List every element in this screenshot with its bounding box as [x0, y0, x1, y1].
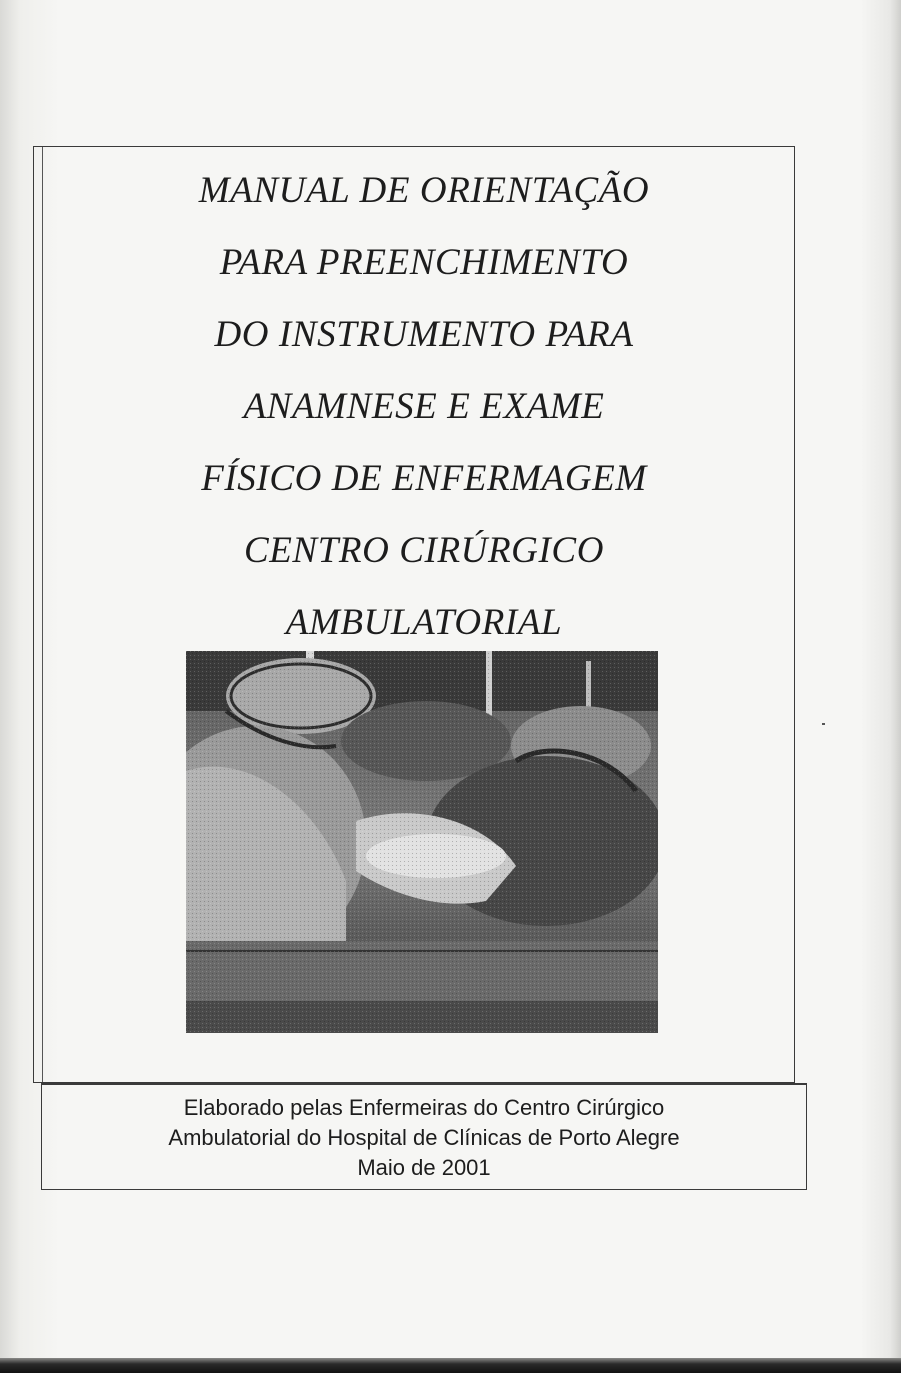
footer-credits — [41, 1083, 807, 1190]
footer-line-3: Maio de 2001 — [357, 1155, 491, 1180]
title-line-7: AMBULATORIAL — [285, 602, 563, 643]
footer-line-1: Elaborado pelas Enfermeiras do Centro Cirúrgico — [183, 1095, 665, 1120]
title-line-4: ANAMNESE E EXAME — [243, 386, 605, 427]
title-line-2: PARA PREENCHIMENTO — [219, 242, 629, 283]
surgery-photo-graphic — [186, 651, 658, 1033]
footer-line-2: Ambulatorial do Hospital de Clínicas de Porto Alegre — [168, 1125, 680, 1150]
title-line-1: MANUAL DE ORIENTAÇÃO — [198, 170, 650, 211]
scan-bottom-edge — [0, 1358, 901, 1373]
title-line-5: FÍSICO DE ENFERMAGEM — [201, 458, 647, 499]
surgery-photo — [186, 651, 658, 1033]
title-line-6: CENTRO CIRÚRGICO — [243, 530, 605, 571]
scan-speck — [822, 723, 825, 725]
document-title — [34, 155, 814, 659]
title-line-3: DO INSTRUMENTO PARA — [214, 314, 634, 355]
